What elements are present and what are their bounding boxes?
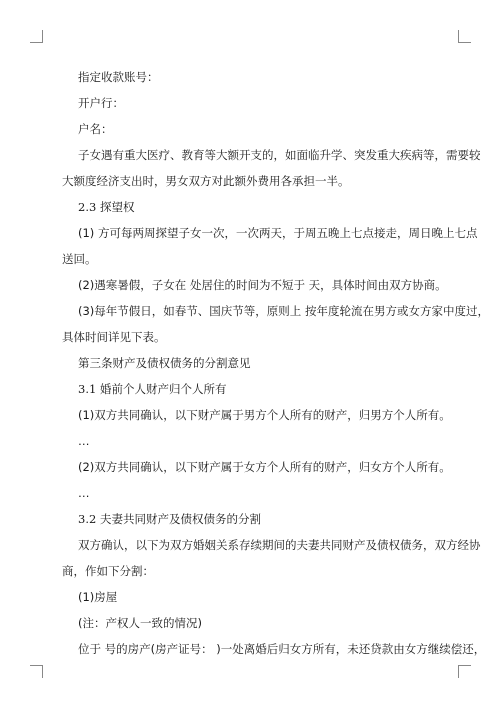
paragraph-line: 双方确认，以下为双方婚姻关系存续期间的夫妻共同财产及债权债务，双方经协 [78,538,481,552]
paragraph-line: (2)双方共同确认，以下财产属于女方个人所有的财产，归女方个人所有。 [78,460,451,474]
section-heading: 3.2 夫妻共同财产及债权债务的分割 [78,512,261,526]
item-heading: (1)房屋 [78,590,118,604]
crop-mark-bottom-right [458,665,471,678]
note-line: (注：产权人一致的情况) [78,616,202,630]
account-name-label: 户名： [78,122,113,136]
paragraph-line: 商，作如下分割： [62,564,154,578]
paragraph-line: (3)每年节假日，如春节、国庆节等，原则上 按年度轮流在男方或女方家中度过， [78,304,489,318]
ellipsis: … [78,434,90,448]
crop-mark-bottom-left [30,665,43,678]
article-heading: 第三条财产及债权债务的分割意见 [78,356,251,370]
section-heading: 3.1 婚前个人财产归个人所有 [78,382,227,396]
crop-mark-top-right [458,30,471,43]
document-body [62,64,489,662]
paragraph-line: 送回。 [62,252,97,266]
paragraph-line: 子女遇有重大医疗、教育等大额开支的，如面临升学、突发重大疾病等，需要较 [78,148,481,162]
paragraph-line: (1)双方共同确认，以下财产属于男方个人所有的财产，归男方个人所有。 [78,408,451,422]
account-number-label: 指定收款账号： [78,70,159,84]
paragraph-line: (1) 方可每两周探望子女一次，一次两天，于周五晚上七点接走，周日晚上七点 [78,226,478,240]
section-heading: 2.3 探望权 [78,200,135,214]
paragraph-line: 位于 号的房产(房产证号： )一处离婚后归女方所有，未还贷款由女方继续偿还， [78,642,486,656]
paragraph-line: 大额度经济支出时，男女双方对此额外费用各承担一半。 [62,174,350,188]
paragraph-line: 具体时间详见下表。 [62,330,166,344]
crop-mark-top-left [30,30,43,43]
paragraph-line: (2)遇寒暑假，子女在 处居住的时间为不短于 天，具体时间由双方协商。 [78,278,447,292]
ellipsis: … [78,486,90,500]
bank-label: 开户行： [78,96,124,110]
